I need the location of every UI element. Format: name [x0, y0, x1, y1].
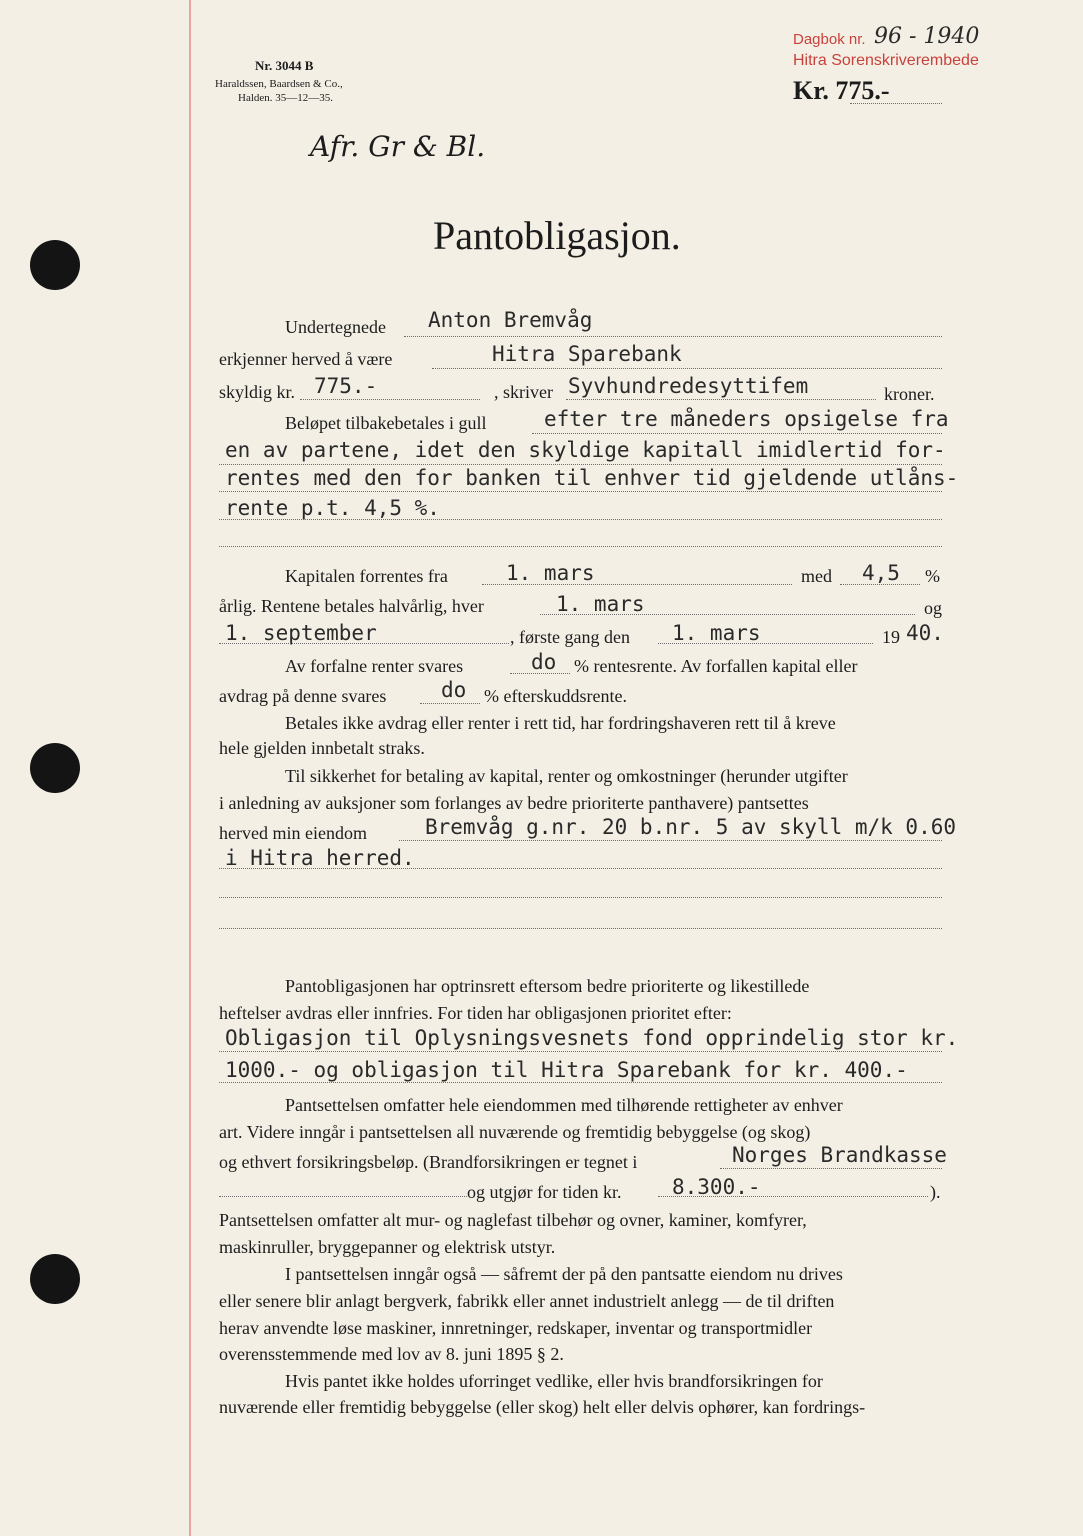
fill-line — [399, 840, 942, 841]
skriver-value: Syvhundredesyttifem — [568, 374, 809, 398]
prioritet-line2: heftelser avdras eller innfries. For tiden har obligasjonen prioritet efter: — [219, 1003, 732, 1023]
eiendom-value-1: Bremvåg g.nr. 20 b.nr. 5 av skyll m/k 0.60 — [425, 815, 957, 839]
fill-line — [540, 614, 915, 615]
fill-line — [219, 897, 942, 898]
pant-line11: Hvis pantet ikke holdes uforringet vedlike, eller hvis brandforsikringen for — [285, 1371, 823, 1391]
og-label: og — [924, 598, 942, 618]
stamp-amount: Kr. 775.- — [793, 76, 890, 105]
pant-line4: og utgjør for tiden kr. — [467, 1182, 622, 1202]
pant-line6: maskinruller, bryggepanner og elektrisk utstyr. — [219, 1237, 556, 1257]
margin-line — [189, 0, 191, 1536]
pant-line8: eller senere blir anlagt bergverk, fabrikk eller annet industrielt anlegg — de til driften — [219, 1291, 835, 1311]
fill-line — [432, 368, 942, 369]
arlig-label: årlig. Rentene betales halvårlig, hver — [219, 596, 484, 616]
fill-line — [219, 1196, 467, 1197]
skyldig-label: skyldig kr. — [219, 382, 296, 402]
fill-line — [720, 1168, 942, 1169]
sikkerhet-line1: Til sikkerhet for betaling av kapital, renter og omkostninger (herunder utgifter — [285, 766, 848, 786]
pant-line1: Pantsettelsen omfatter hele eiendommen med tilhørende rettigheter av enhver — [285, 1095, 843, 1115]
prioritet-value-1: Obligasjon til Oplysningsvesnets fond opprindelig stor kr. — [225, 1026, 959, 1050]
avdrag-text-2: % efterskuddsrente. — [484, 686, 627, 706]
fill-line — [510, 673, 570, 674]
fill-line — [482, 584, 792, 585]
avdrag-text: avdrag på denne svares — [219, 686, 387, 706]
insurance-amount: 8.300.- — [672, 1175, 761, 1199]
insurer-value: Norges Brandkasse — [732, 1143, 947, 1167]
fill-line — [840, 584, 920, 585]
creditor-value: Hitra Sparebank — [492, 342, 682, 366]
erkjenner-label: erkjenner herved å være — [219, 349, 393, 369]
arlig-value: 1. mars — [556, 592, 645, 616]
av-forfalne-text: Av forfalne renter svares — [285, 656, 464, 676]
dagbok-number: 96 - 1940 — [874, 24, 980, 49]
fill-line — [219, 546, 942, 547]
belopet-line1: efter tre måneders opsigelse fra — [544, 407, 949, 431]
pant-line9: herav anvendte løse maskiner, innretninger, redskaper, inventar og transportmidler — [219, 1318, 813, 1338]
belopet-line2: en av partene, idet den skyldige kapitall imidlertid for- — [225, 438, 946, 462]
binder-hole-top — [30, 240, 80, 290]
printer-city: Halden. 35—12—35. — [238, 92, 334, 104]
fill-line — [300, 399, 480, 400]
pant-line2: art. Videre inngår i pantsettelsen all nuværende og fremtidig bebyggelse (og skog) — [219, 1122, 811, 1142]
fill-line — [566, 399, 876, 400]
fill-line — [219, 519, 942, 520]
binder-hole-middle — [30, 743, 80, 793]
year-prefix: 19 — [882, 627, 900, 647]
forste-label: , første gang den — [510, 627, 630, 647]
kapitalen-label: Kapitalen forrentes fra — [285, 566, 448, 586]
fill-line — [658, 1196, 928, 1197]
fill-line — [219, 1051, 942, 1052]
undertegnede-label: Undertegnede — [285, 317, 386, 337]
pant-line5: Pantsettelsen omfatter alt mur- og naglefast tilbehør og ovner, kaminer, komfyrer, — [219, 1210, 807, 1230]
undertegnede-value: Anton Bremvåg — [428, 308, 593, 332]
belopet-label: Beløpet tilbakebetales i gull — [285, 413, 487, 433]
fill-line — [532, 433, 942, 434]
skyldig-value: 775.- — [314, 374, 378, 398]
eiendom-label: herved min eiendom — [219, 823, 367, 843]
pant-line3: og ethvert forsikringsbeløp. (Brandforsikringen er tegnet i — [219, 1152, 638, 1172]
fill-line — [219, 928, 942, 929]
prioritet-value-2: 1000.- og obligasjon til Hitra Sparebank for kr. 400.- — [225, 1058, 908, 1082]
dagbok-label: Dagbok nr. — [793, 31, 866, 48]
belopet-line3: rentes med den for banken til enhver tid gjeldende utlåns- — [225, 466, 959, 490]
av-forfalne-value: do — [531, 650, 557, 674]
skriver-label: , skriver — [494, 382, 553, 402]
kapitalen-value: 1. mars — [506, 561, 595, 585]
fill-line — [219, 643, 509, 644]
sikkerhet-line2: i anledning av auksjoner som forlanges av bedre prioriterte panthavere) pantsettes — [219, 793, 809, 813]
med-label: med — [801, 566, 832, 586]
prioritet-line1: Pantobligasjonen har optrinsrett eftersom bedre prioriterte og likestillede — [285, 976, 810, 996]
fill-line — [219, 868, 942, 869]
fill-line — [219, 491, 942, 492]
av-forfalne-text-2: % rentesrente. Av forfallen kapital eller — [574, 656, 858, 676]
fill-line — [219, 1082, 942, 1083]
office-stamp: Hitra Sorenskriverembede — [793, 52, 979, 69]
fill-line — [219, 464, 942, 465]
forste-value: 1. mars — [672, 621, 761, 645]
year-value: 40. — [906, 621, 944, 645]
pant-line12: nuværende eller fremtidig bebyggelse (eller skog) helt eller delvis ophører, kan fordrings- — [219, 1397, 866, 1417]
pant-line4-end: ). — [930, 1182, 941, 1202]
belopet-line4: rente p.t. 4,5 %. — [225, 496, 440, 520]
september-value: 1. september — [225, 621, 377, 645]
pant-line10: overensstemmende med lov av 8. juni 1895 § 2. — [219, 1344, 564, 1364]
eiendom-value-2: i Hitra herred. — [225, 846, 415, 870]
handwritten-annotation: Afr. Gr & Bl. — [310, 130, 486, 163]
binder-hole-bottom — [30, 1254, 80, 1304]
betales-line1: Betales ikke avdrag eller renter i rett tid, har fordringshaveren rett til å kreve — [285, 713, 836, 733]
avdrag-value: do — [441, 678, 467, 702]
fill-line — [404, 336, 942, 337]
betales-line2: hele gjelden innbetalt straks. — [219, 738, 425, 758]
fill-line — [420, 703, 480, 704]
pant-line7: I pantsettelsen inngår også — såfremt der på den pantsatte eiendom nu drives — [285, 1264, 843, 1284]
fill-line — [658, 643, 873, 644]
med-value: 4,5 — [862, 561, 900, 585]
kroner-label: kroner. — [884, 384, 935, 404]
form-number: Nr. 3044 B — [255, 58, 314, 73]
page-title: Pantobligasjon. — [433, 213, 681, 258]
printer-name: Haraldssen, Baardsen & Co., — [215, 78, 343, 90]
percent-sign: % — [925, 566, 940, 586]
amount-line — [850, 103, 942, 104]
